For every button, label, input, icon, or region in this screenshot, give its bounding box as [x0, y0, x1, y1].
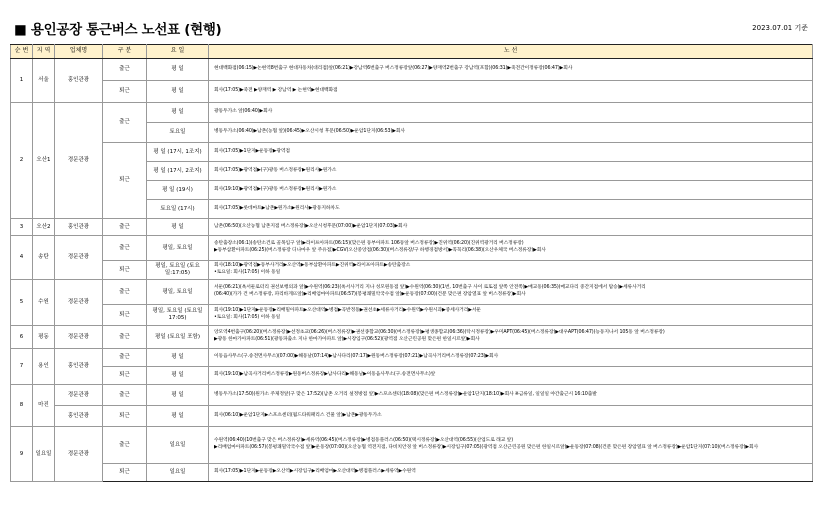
- col-region: 지 역: [33, 45, 55, 59]
- table-row: [11, 464, 813, 482]
- row-category: 출근: [103, 103, 147, 143]
- row-region: 평동: [33, 326, 55, 349]
- row-day: 일요일: [147, 464, 209, 482]
- row-region: 용인: [33, 349, 55, 385]
- row-route: 회사(19:10)▶남곡사거리버스정류장▶원동버스정류장▶남사다리▶해동날▶이동읍사무소(구.송전면사무소)앞: [209, 367, 813, 385]
- row-category: 퇴근: [103, 406, 147, 427]
- row-num: 6: [11, 326, 33, 349]
- table-row: [11, 427, 813, 464]
- row-route: 남촌(06:50)(오산농협 남촌지점 버스정류장)▶오산시청후문(07:00)▶운암1단지(07:03)▶회사: [209, 219, 813, 236]
- table-row: [11, 367, 813, 385]
- row-region: 수원: [33, 280, 55, 326]
- row-day: 평 일: [147, 406, 209, 427]
- row-route: 송탄출장소(06:1)(송탄소건로 골목입구 앞)▶라이프아파트(06:15)(맞은편 동부아파트 106동앞 버스정류장)▶진위역(06:20)(진위역광거리 버스정류장) ▶동부삼환아파트(06:25)(버스정류장 디나마우 앞 주유점)▶CGV(오산중앙점(06:30)(버스정류장/구 하행경점방서)▶꼭꼭리(06:38)(오산우체국 버스정류장)▶회사: [209, 236, 813, 261]
- row-num: 3: [11, 219, 33, 236]
- row-route: 병동두가소(17:50)(원가소 주제정앞(구 맞은 17:52)(남촌 오거리 설정방점 앞)▶스포츠센터(18:08)(맞은편 버스정류장)▶운암1단지(18:10)▶회사 ※금류일, 일일일 야간출근시 16:10출발: [209, 385, 813, 406]
- row-day: 평일, 토요일: [147, 236, 209, 261]
- row-day: 평 일: [147, 81, 209, 103]
- row-operator: 경문관광: [55, 103, 103, 219]
- row-route: 회사(17:05)▶광역점▶(구)광동 버스정류장▶원리사▶원가소: [209, 162, 813, 181]
- row-route: 현대백화점(06:15)▶논현역8번출구 현대자동차(대리점)앞(06:21)▶강남역6번출구 버스정류장앞(06:27)▶양재역2번출구 강남역(포함)(06:31)▶죽전간이정류장(06:47)▶회사: [209, 59, 813, 81]
- row-day: 평 일 (17시, 2조지): [147, 162, 209, 181]
- row-day: 토요일: [147, 123, 209, 143]
- row-region: 일요일: [33, 427, 55, 482]
- row-operator: 홍인관광: [55, 349, 103, 385]
- table-row: [11, 103, 813, 123]
- table-row: [11, 305, 813, 326]
- table-row: [11, 236, 813, 261]
- row-category: 퇴근: [103, 261, 147, 280]
- row-route: 회사(17:05)▶롯데마트▶남촌▶원가소▶원리사▶광동지하차도: [209, 200, 813, 219]
- col-operator: 업체명: [55, 45, 103, 59]
- row-route: 회사(19:10)▶1단지▶운동장▶리배밀아파트▶오산대역▶병점▶곡반정동▶권선초▶세류사거리▶수원역▶수원시과▶중세사거리▶서둔 •토요일: 회사(17:05) 이하 동일: [209, 305, 813, 326]
- col-day: 요 일: [147, 45, 209, 59]
- row-num: 2: [11, 103, 33, 219]
- reference-date: 2023.07.01 기준: [752, 24, 808, 32]
- row-route: 수원역(06:40)(10번출구 맞은 버스정류장)▶세류역(06:45)(버스정류장)▶병점동플러스(06:50)(택시정류장)▶오산대역(06:55)(산업도로 래교 앞) ▶리배엄마아파트(06:57)(봉평쾌밀악국수점 앞)▶운동장(07:00)(오산농협 역전지점, 다비치안경 앞 버스정류장)▶시장입구(07:05)(광역점 오산근린공원 맞은편 한일시르앞)▶운동장(07:08)(건분 맞은편 장암열표 앞 버스정류장)▶운암1단지(07:10)(버스정류장)▶회사: [209, 427, 813, 464]
- row-day: 토요일 (17시): [147, 200, 209, 219]
- table-row: [11, 81, 813, 103]
- row-category: 퇴근: [103, 81, 147, 103]
- row-day: 평 일: [147, 59, 209, 81]
- row-route: 병동두가소(06:40)▶남촌(농협 앞)(06:45)▶오산시청 후문(06:50)▶운암1단지(06:53)▶회사: [209, 123, 813, 143]
- col-route: 노 선: [209, 45, 813, 59]
- table-row: [11, 349, 813, 367]
- row-operator: 경문관광: [55, 427, 103, 482]
- row-num: 8: [11, 385, 33, 427]
- row-day: 평일, 토요일 (토요일:17:05): [147, 261, 209, 280]
- row-category: 출근: [103, 236, 147, 261]
- row-route: 회사(17:05)▶1단지▶운동장▶광역점: [209, 143, 813, 162]
- row-day: 평일, 토요일: [147, 280, 209, 305]
- row-num: 4: [11, 236, 33, 280]
- row-num: 9: [11, 427, 33, 482]
- row-region: 서울: [33, 59, 55, 103]
- page-header: [14, 18, 808, 38]
- table-row: [11, 326, 813, 349]
- page-title: ■ 용인공장 통근버스 노선표 (현행): [14, 22, 222, 38]
- row-region: 오산2: [33, 219, 55, 236]
- row-day: 평일, 토요일 (토요일 17:05): [147, 305, 209, 326]
- row-route: 이동읍사무소(구.송전면사무소)(07:00)▶해동날(07:14)▶남사다리(07:17)▶원동버스정류장(07:21)▶남곡사거리버스정류장(07:23)▶회사: [209, 349, 813, 367]
- row-category: 출근: [103, 427, 147, 464]
- table-row: [11, 385, 813, 406]
- col-category: 구 분: [103, 45, 147, 59]
- row-category: 출근: [103, 326, 147, 349]
- row-operator: 홍인관광: [55, 219, 103, 236]
- row-category: 출근: [103, 349, 147, 367]
- row-operator: 경문관광: [55, 280, 103, 326]
- row-day: 평일 (토요일 포함): [147, 326, 209, 349]
- row-operator: 홍인관광: [55, 406, 103, 427]
- row-category: 퇴근: [103, 464, 147, 482]
- row-num: 1: [11, 59, 33, 103]
- row-operator: 경문관광: [55, 385, 103, 406]
- row-num: 5: [11, 280, 33, 326]
- row-day: 평 일 (19시): [147, 181, 209, 200]
- row-route: 서둔(06:21)(옥서둔로터리 권선보행의과 앞)▶수원역(06:23)(옥서사거리 지나 성모원동점 앞)▶수원역(06:30)(1번, 10번출구 사이 로또점 앞쪽 안전쪽)▶매교동(06:35)(매교다리 중간지점에서 탑승)▶세류사거리 (06:40)(가가 건 버스정류장, 파리바게뜨앞)▶리배엄마아파트(06:57)(봉평쾌밀악국수점 앞)▶운동장(07:00)(건분 맞은편 장암열표 앞 버스정류장)▶회사: [209, 280, 813, 305]
- row-day: 평 일: [147, 349, 209, 367]
- row-region: 오산1: [33, 103, 55, 219]
- row-category: 출근: [103, 219, 147, 236]
- row-route: 회사(06:10)▶운암1단지▶스포츠센터(월드타워패리스 건물 앞)▶남촌▶광동두가소: [209, 406, 813, 427]
- table-header-row: [11, 45, 813, 59]
- row-num: 7: [11, 349, 33, 385]
- table-row: [11, 261, 813, 280]
- row-day: 평 일: [147, 367, 209, 385]
- row-operator: 홍인관광: [55, 59, 103, 103]
- row-operator: 경문관광: [55, 236, 103, 280]
- row-day: 평 일: [147, 219, 209, 236]
- row-route: 회사(18:10)▶광역점▶동부사거리▶오산역▶동부삼환아파트▶진위역▶라이프아파트▶송탄출장소 •토요일: 회사(17:05) 이하 동일: [209, 261, 813, 280]
- row-category: 퇴근: [103, 143, 147, 219]
- row-region: 마진: [33, 385, 55, 427]
- row-category: 출근: [103, 59, 147, 81]
- table-row: [11, 406, 813, 427]
- row-route: 회사(17:05)▶죽전 ▶양재역 ▶ 강남역 ▶ 논현역▶현대백화점: [209, 81, 813, 103]
- table-row: [11, 280, 813, 305]
- row-route: 앙모역4번출구(06:20)(버스정류장)▶선정초교(06:26)(버스정류장)▶권선종합교(06:30)(버스정류장)▶평생종합교(06:36)(탁시정류장)▶우미APT(06:45)(버스정류장)▶대우APT(06:47)(능동지나서 105동 앞 버스정류장) ▶광동 한마가아파트(06:51)(광동파출소 지나 한마가아파트 앞)▶시장입구(06:52)(광역점 오산근린공원 맞은편 한일시르앞)▶회사: [209, 326, 813, 349]
- row-route: 회사(19:10)▶광역점▶(구)광동 버스정류장▶원리사▶원가소: [209, 181, 813, 200]
- row-route: 광동두가소 앞(06:40)▶회사: [209, 103, 813, 123]
- row-route: 회사(17:05)▶1단지▶운동장▶오산역▶시장입구▶리배엄마▶오산대역▶병점플러스▶세류역▶수원역: [209, 464, 813, 482]
- row-day: 평 일: [147, 103, 209, 123]
- row-day: 평 일 (17시, 1조지): [147, 143, 209, 162]
- table-row: [11, 219, 813, 236]
- row-category: 출근: [103, 280, 147, 305]
- row-operator: 경문관광: [55, 326, 103, 349]
- row-region: 송탄: [33, 236, 55, 280]
- row-category: 출근: [103, 385, 147, 406]
- bus-route-table: [10, 44, 813, 482]
- row-category: 퇴근: [103, 305, 147, 326]
- table-row: [11, 143, 813, 162]
- row-day: 일요일: [147, 427, 209, 464]
- row-day: 평 일: [147, 385, 209, 406]
- col-num: 순 번: [11, 45, 33, 59]
- row-category: 퇴근: [103, 367, 147, 385]
- table-row: [11, 59, 813, 81]
